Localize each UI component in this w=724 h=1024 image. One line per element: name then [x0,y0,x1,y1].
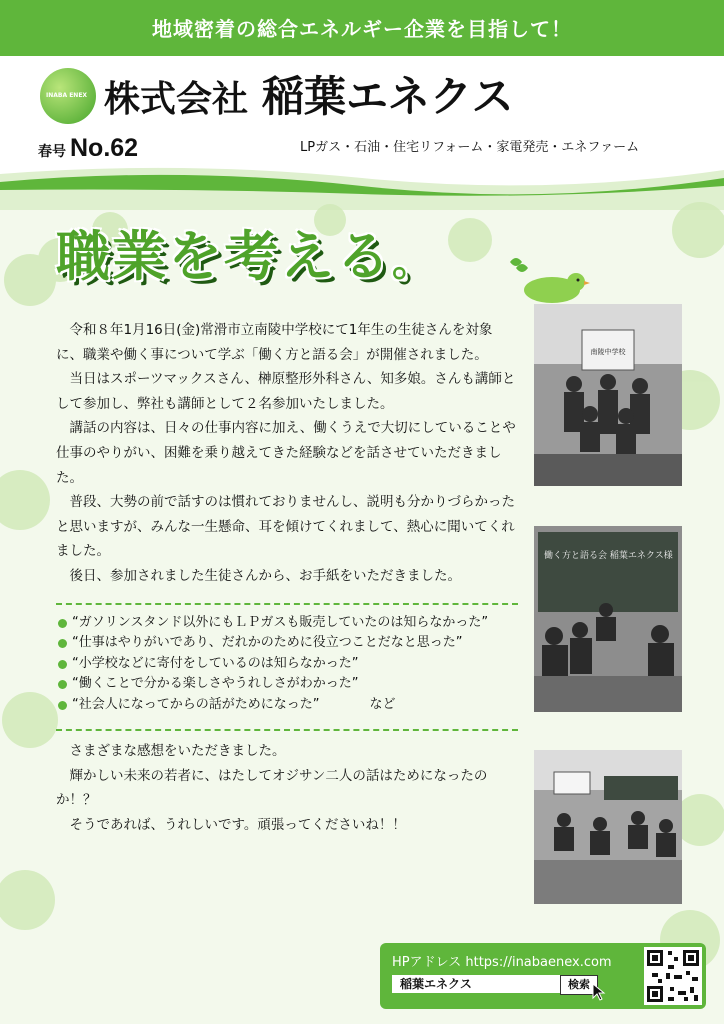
website-box [380,943,706,1009]
company-prefix: 株式会社 [104,79,249,120]
closing-paragraph: 輝かしい未来の若者に、はたしてオジサン二人の話はためになったのか！？ [56,767,488,809]
quote-item: “仕事はやりがいであり、だれかのために役立つことだなと思った” [56,633,518,654]
logo-text: INABA ENEX [46,92,88,99]
quote-item: “ガソリンスタンド以外にもＬＰガスも販売していたのは知らなかった” [56,613,518,634]
tagline-banner [0,0,724,56]
dashed-divider [56,603,518,605]
quote-text: “社会人になってからの話がためになった” [72,696,320,712]
article-title-main: 職業を考える [56,225,392,288]
closing-paragraph: そうであれば、うれしいです。頑張ってくださいね！！ [69,816,406,833]
issue-number [38,134,138,163]
search-button[interactable]: 検索 [560,975,598,995]
quotes-suffix: など [369,696,396,712]
paragraph: 令和８年1月16日(金)常滑市立南陵中学校にて1年生の生徒さんを対象に、職業や働く事について学ぶ「働く方と語る会」が開催されました。 [56,322,493,363]
website-url[interactable]: HPアドレス https://inabaenex.com [392,955,612,970]
qr-code-icon[interactable] [644,947,702,1005]
issue-season: 春号 [38,144,66,160]
company-name-text: 稲葉エネクス [262,72,514,121]
quote-item: “小学校などに寄付をしているのは知らなかった” [56,654,518,675]
quote-list [56,613,518,716]
paragraph: 後日、参加されました生徒さんから、お手紙をいただきました。 [69,567,461,584]
dashed-divider [56,729,518,731]
pointer-icon [592,983,606,1001]
closing-paragraph: さまざまな感想をいただきました。 [69,743,286,760]
company-name [104,64,514,124]
photo-group [534,304,682,486]
photo-lecture [534,750,682,904]
paragraph: 当日はスポーツマックスさん、榊原整形外科さん、知多娘。さんも講師として参加し、弊社も講師として２名参加いたしました。 [56,371,516,412]
tagline: 地域密着の総合エネルギー企業を目指して！ [152,17,572,41]
services-list: LPガス・石油・住宅リフォーム・家電発売・エネファーム [300,140,640,155]
article-title [56,214,434,291]
paragraph: 講話の内容は、日々の仕事内容に加え、働くうえで大切にしていることや仕事のやりがい、困難を乗り越えてきた経験などを話させていただきました。 [56,420,516,486]
article-title-end: 。 [392,239,434,285]
quote-item: “働くことで分かる楽しさやうれしさがわかった” [56,674,518,695]
photo-classroom [534,526,682,712]
bird-illustration [500,248,590,308]
paragraph: 普段、大勢の前で話すのは慣れておりませんし、説明も分かりづらかったと思いますが、みんな一生懸命、耳を傾けてくれまして、熱心に聞いてくれました。 [56,494,515,560]
photo-sign-text: 南陵中学校 [590,348,626,356]
search-input[interactable]: 稲葉エネクス [392,975,560,993]
quote-item [56,695,518,716]
issue-no: No.62 [70,134,139,162]
article-body [56,318,518,837]
blackboard-text: 働く方と語る会 稲葉エネクス様 [544,551,673,561]
